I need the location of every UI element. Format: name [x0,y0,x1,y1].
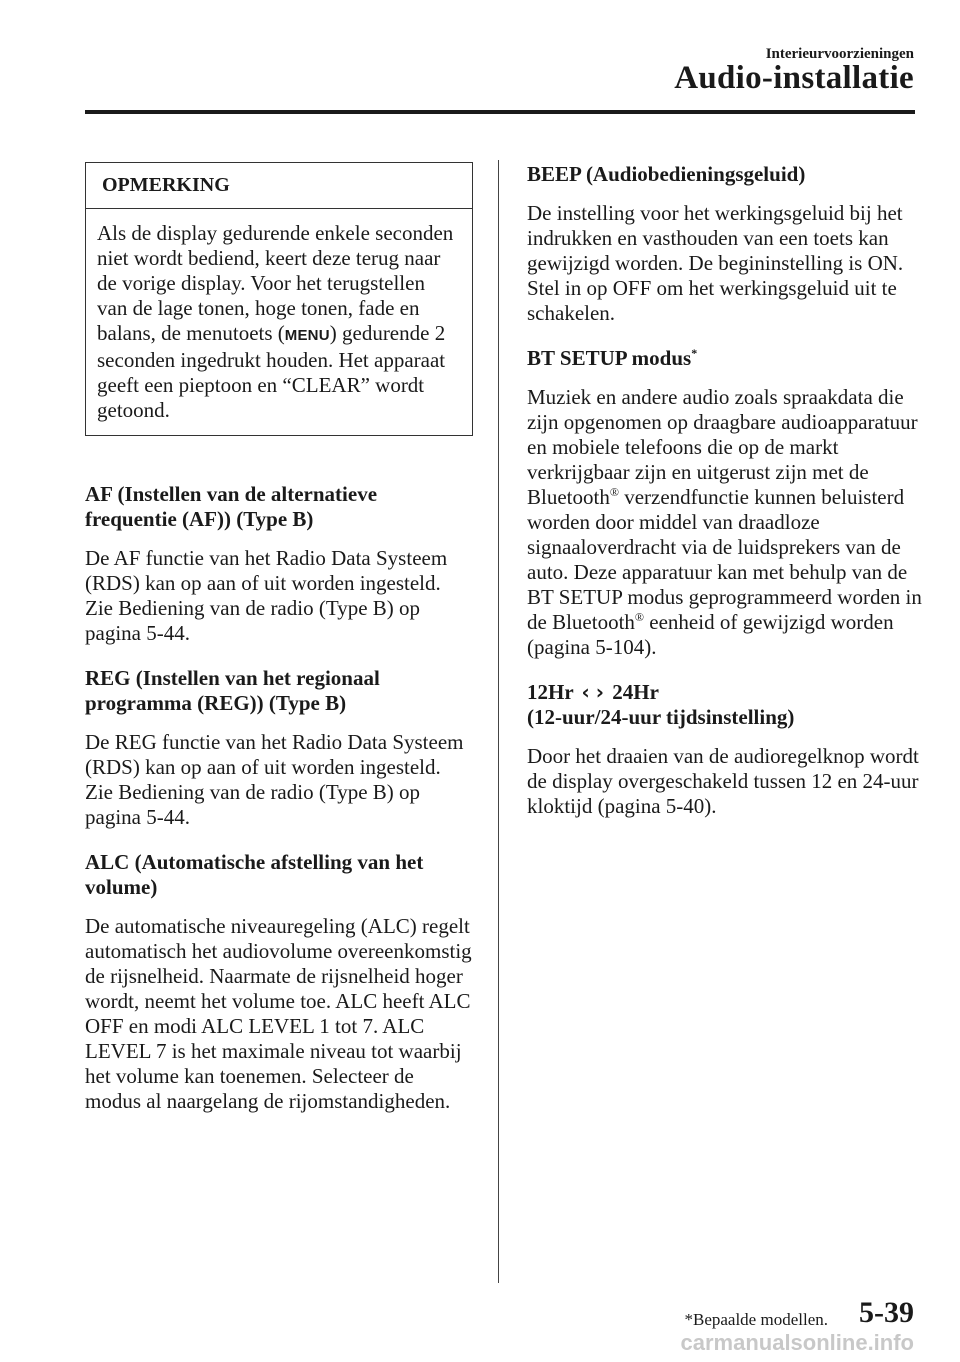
reg-body-line2: Zie Bediening van de radio (Type B) op pagina 5-44. [85,780,421,829]
note-box [85,162,473,436]
optional-model-mark: * [691,346,698,360]
header-rule [85,110,915,114]
footer-note: *Bepaalde modellen. [684,1310,828,1329]
clock-body: Door het draaien van de audioregelknop wordt de display overgeschakeld tussen 12 en 24-uur kloktijd (pagina 5-40). [527,744,919,818]
page-title: Audio-installatie [674,60,914,96]
reg-body-line1: De REG functie van het Radio Data Systeem (RDS) kan op aan of uit worden ingesteld. [85,730,464,779]
page-number: 5-39 [859,1296,914,1329]
clock-heading-line2: (12-uur/24-uur tijdsinstelling) [527,705,795,729]
note-heading: OPMERKING [86,163,472,209]
registered-mark: ® [634,610,645,624]
registered-mark: ® [609,485,619,499]
bt-heading [527,346,922,371]
beep-heading: BEEP (Audiobedieningsgeluid) [527,162,806,186]
chevron-left-icon: ‹ [581,680,590,704]
bt-body-2: verzendfunctie kunnen beluisterd worden door middel van draadloze signaaloverdracht via de luidsprekers van de auto. Deze apparatuur kan met behulp van de BT SETUP modus geprogrammeerd worden in de Bluetooth [527,485,922,634]
bt-body [527,385,922,660]
left-column [85,162,473,1134]
watermark: carmanualsonline.info [680,1330,914,1355]
bt-body-3: eenheid of gewijzigd worden (pagina 5-104). [527,610,894,659]
beep-body: De instelling voor het werkingsgeluid bij het indrukken en vasthouden van een toets kan gewijzigd worden. De begininstelling is ON. Stel in op OFF om het werkingsgeluid uit te schakelen. [527,201,904,325]
clock-heading-12hr: 12Hr [527,680,574,704]
chevron-right-icon: › [595,680,605,704]
note-text-2: ) gedurende 2 seconden ingedrukt houden. Het apparaat geeft een pieptoon en “CLEAR” wordt getoond. [97,321,446,422]
header-section-label: Interieurvoorzieningen [765,46,914,62]
column-divider [498,160,499,1283]
bt-heading-text: BT SETUP modus [527,346,692,370]
alc-heading: ALC (Automatische afstelling van het volume) [85,850,424,899]
af-body: De AF functie van het Radio Data Systeem (RDS) kan op aan of uit worden ingesteld. Zie Bediening van de radio (Type B) op pagina 5-44. [85,546,448,645]
reg-body [85,730,473,830]
alc-body: De automatische niveauregeling (ALC) regelt automatisch het audiovolume overeenkomstig de rijsnelheid. Naarmate de rijsnelheid hoger wordt, neemt het volume toe. ALC heeft ALC OFF en modi ALC LEVEL 1 tot 7. ALC LEVEL 7 is het maximale niveau tot waarbij het volume kan toenemen. Selecteer de modus al naargelang de rijomstandigheden. [85,914,472,1113]
clock-heading [527,680,922,730]
right-column [527,162,922,839]
bt-body-1: Muziek en andere audio zoals spraakdata die zijn opgenomen op draagbare audioapparatuur en mobiele telefoons die op de markt verkrijgbaar zijn en uitgerust zijn met de Bluetooth [527,385,918,509]
note-text-1: Als de display gedurende enkele seconden niet wordt bediend, keert deze terug naar de vorige display. Voor het terugstellen van de lage tonen, hoge tonen, fade en balans, de menutoets ( [97,221,454,345]
clock-heading-24hr: 24Hr [612,680,659,704]
af-heading: AF (Instellen van de alternatieve frequentie (AF)) (Type B) [85,482,378,531]
reg-heading: REG (Instellen van het regionaal programma (REG)) (Type B) [85,666,380,715]
note-body [86,209,472,435]
menu-button-icon: MENU [284,327,330,344]
